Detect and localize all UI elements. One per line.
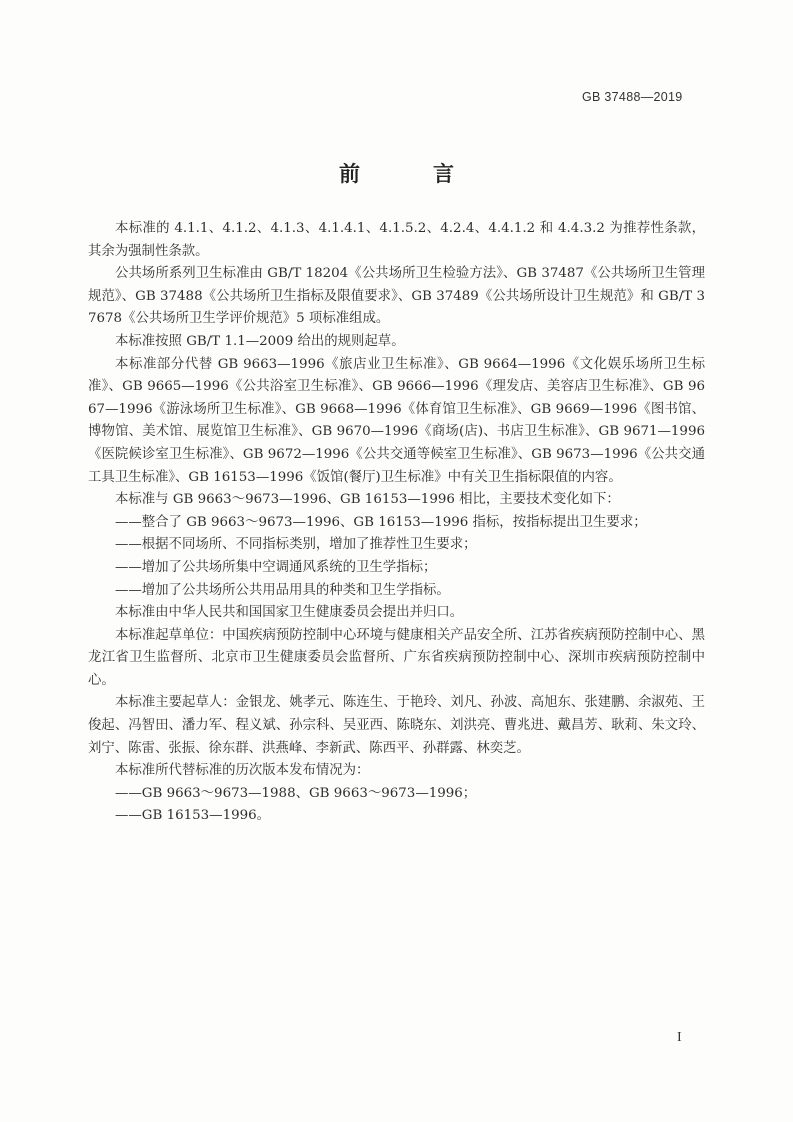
paragraph-changes-intro: 本标准与 GB 9663～9673—1996、GB 16153—1996 相比，主要技术变化如下： [115,492,620,508]
paragraph-drafters: 本标准主要起草人：金银龙、姚孝元、陈连生、于艳玲、刘凡、孙波、高旭东、张建鹏、余淑苑、王俊起、冯智田、潘力军、程义斌、孙宗科、吴亚西、陈晓东、刘洪亮、曹兆进、戴昌芳、耿莉、朱文玲、刘宁、陈雷、张振、徐东群、洪燕峰、李新武、陈西平、孙群露、林奕芝。 [88,695,705,756]
page-number: I [677,1030,682,1045]
change-item: ——增加了公共场所公共用品用具的种类和卫生学指标。 [115,582,450,598]
history-item: ——GB 16153—1996。 [115,808,271,824]
paragraph-history-intro: 本标准所代替标准的历次版本发布情况为： [115,763,370,779]
change-item: ——增加了公共场所集中空调通风系统的卫生学指标； [115,559,437,575]
change-item: ——根据不同场所、不同指标类别，增加了推荐性卫生要求； [115,537,477,553]
paragraph-replaces: 本标准部分代替 GB 9663—1996《旅店业卫生标准》、GB 9664—1996《文化娱乐场所卫生标准》、GB 9665—1996《公共浴室卫生标准》、GB 9666—1996《理发店、美容店卫生标准》、GB 9667—1996《游泳场所卫生标准》、GB 9668—1996《体育馆卫生标准》、GB 9669—1996《图书馆、博物馆、美术馆、展览馆卫生标准》、GB 9670—1996《商场(店)、书店卫生标准》、GB 9671—1996《医院候诊室卫生标准》、GB 9672—1996《公共交通等候室卫生标准》、GB 9673—1996《公共交通工具卫生标准》、GB 16153—1996《饭馆(餐厅)卫生标准》中有关卫生指标限值的内容。 [88,356,705,485]
change-item: ——整合了 GB 9663～9673—1996、GB 16153—1996 指标，按指标提出卫生要求； [115,514,647,530]
page-title: 前 言 [339,162,480,186]
standard-code: GB 37488—2019 [582,90,683,104]
paragraph-drafting-units: 本标准起草单位：中国疾病预防控制中心环境与健康相关产品安全所、江苏省疾病预防控制中心、黑龙江省卫生监督所、北京市卫生健康委员会监督所、广东省疾病预防控制中心、深圳市疾病预防控制中心。 [88,627,705,688]
paragraph-drafting-rules: 本标准按照 GB/T 1.1—2009 给出的规则起草。 [115,333,405,349]
paragraph-series: 公共场所系列卫生标准由 GB/T 18204《公共场所卫生检验方法》、GB 37487《公共场所卫生管理规范》、GB 37488《公共场所卫生指标及限值要求》、GB 37489《公共场所设计卫生规范》和 GB/T 37678《公共场所卫生学评价规范》5 项标准组成。 [88,266,705,327]
paragraph-proposer: 本标准由中华人民共和国国家卫生健康委员会提出并归口。 [115,605,464,621]
paragraph-clauses: 本标准的 4.1.1、4.1.2、4.1.3、4.1.4.1、4.1.5.2、4.2.4、4.4.1.2 和 4.4.3.2 为推荐性条款，其余为强制性条款。 [88,221,705,259]
preface-body [88,218,705,828]
history-item: ——GB 9663～9673—1988、GB 9663～9673—1996； [115,785,477,801]
